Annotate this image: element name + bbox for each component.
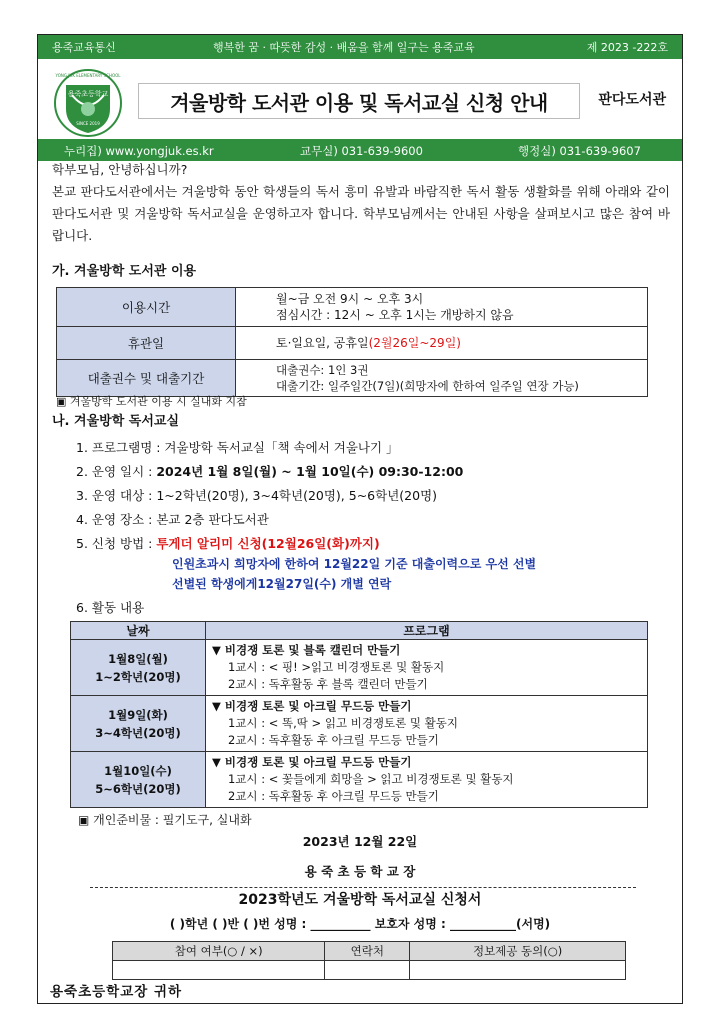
table-row (57, 288, 648, 327)
library-info-table (56, 287, 648, 397)
cut-line (90, 887, 636, 888)
top-bar (38, 35, 682, 59)
program-cell: ▼ 비경쟁 토론 및 아크릴 무드등 만들기 1교시 : < 꽃들에게 희망을 > 읽고 비경쟁토론 및 활동지 2교시 : 독후활동 후 아크릴 무드등 만들기 (206, 752, 648, 808)
department: 판다도서관 (598, 92, 666, 108)
date-cell: 1월10일(수) 5~6학년(20명) (71, 752, 206, 808)
school-logo-icon (52, 65, 124, 137)
phone-field[interactable] (325, 961, 410, 980)
logo-text-bottom: SINCE 2019 (76, 121, 100, 126)
col-participation: 참여 여부(○ / ×) (113, 942, 325, 961)
col-program: 프로그램 (206, 622, 648, 640)
date-cell: 1월9일(화) 3~4학년(20명) (71, 696, 206, 752)
selection-note: 인원초과시 희망자에 한하여 12월22일 기준 대출이력으로 우선 선별 (172, 557, 537, 571)
row-label: 대출권수 및 대출기간 (57, 360, 236, 397)
website: 누리집) www.yongjuk.es.kr (64, 144, 214, 158)
program-cell: ▼ 비경쟁 토론 및 아크릴 무드등 만들기 1교시 : < 똑,딱 > 읽고 비경쟁토론 및 활동지 2교시 : 독후활동 후 아크릴 무드등 만들기 (206, 696, 648, 752)
date-cell: 1월8일(월) 1~2학년(20명) (71, 640, 206, 696)
col-phone: 연락처 (325, 942, 410, 961)
office-phone: 교무실) 031-639-9600 (300, 144, 423, 158)
row-value: 대출기간: 일주일간(7일)(희망자에 한하여 일주일 연장 가능) (276, 379, 579, 393)
col-consent: 정보제공 동의(○) (410, 942, 626, 961)
application-form-table (112, 941, 626, 980)
table-header-row (113, 942, 626, 961)
table-row (71, 696, 648, 752)
table-header-row (71, 622, 648, 640)
row-value: 토·일요일, 공휴일 (276, 336, 369, 350)
issue-number: 제 2023 -222호 (586, 41, 668, 54)
intro-paragraph: 본교 판다도서관에서는 겨울방학 동안 학생들의 독서 흥미 유발과 바람직한 독서 활동 생활화를 위해 아래와 같이 판다도서관 및 겨울방학 독서교실을 운영하고자 합니다. 학부모님께서는 안내된 사항을 살펴보시고 많은 참여 바랍니다. (52, 184, 670, 243)
program-apply: 5. 신청 방법 : 투게더 알리미 신청(12월26일(화)까지) (76, 536, 380, 551)
contact-note: 선별된 학생에게12월27일(수) 개별 연락 (172, 577, 392, 591)
slipper-note: ▣ 겨울방학 도서관 이용 시 실내화 지참 (56, 395, 247, 408)
table-row (113, 961, 626, 980)
table-row (57, 327, 648, 360)
logo-text-center: 용죽초등학교 (67, 90, 109, 98)
program-date: 2. 운영 일시 : 2024년 1월 8일(월) ~ 1월 10일(수) 09:30-12:00 (76, 464, 464, 479)
row-value: 점심시간 : 12시 ~ 오후 1시는 개방하지 않음 (276, 308, 514, 322)
motto: 행복한 꿈 · 따뜻한 감성 · 배움을 함께 일구는 용죽교육 (213, 41, 475, 54)
participation-field[interactable] (113, 961, 325, 980)
supplies-note: ▣ 개인준비물 : 필기도구, 실내화 (78, 813, 252, 827)
contact-bar (38, 139, 682, 161)
issue-date: 2023년 12월 22일 (302, 834, 418, 849)
closing: 용죽초등학교장 귀하 (50, 984, 183, 1000)
header (38, 59, 682, 139)
activity-heading: 6. 활동 내용 (76, 600, 145, 615)
row-label: 휴관일 (57, 327, 236, 360)
col-date: 날짜 (71, 622, 206, 640)
section-b-heading: 나. 겨울방학 독서교실 (52, 414, 180, 429)
row-value: 대출권수: 1인 3권 (276, 363, 369, 377)
section-a-heading: 가. 겨울방학 도서관 이용 (52, 264, 197, 279)
table-row (71, 640, 648, 696)
activity-table (70, 621, 648, 808)
form-student-line[interactable]: ( )학년 ( )반 ( )번 성명 : __________ 보호자 성명 : ___________(서명) (169, 917, 551, 931)
row-value: 월~금 오전 9시 ~ 오후 3시 (276, 292, 424, 306)
notice-page (37, 34, 683, 1004)
program-place: 4. 운영 장소 : 본교 2층 판다도서관 (76, 512, 269, 527)
consent-field[interactable] (410, 961, 626, 980)
document-title: 겨울방학 도서관 이용 및 독서교실 신청 안내 (138, 83, 580, 119)
program-target: 3. 운영 대상 : 1~2학년(20명), 3~4학년(20명), 5~6학년(20명) (76, 488, 438, 503)
form-title: 2023학년도 겨울방학 독서교실 신청서 (238, 892, 482, 908)
newsletter-name: 용죽교육통신 (52, 41, 116, 54)
logo-text-top: YONG JUK ELEMENTARY SCHOOL (55, 73, 121, 78)
program-name: 1. 프로그램명 : 겨울방학 독서교실「책 속에서 겨울나기 」 (76, 440, 399, 455)
greeting: 학부모님, 안녕하십니까? (52, 162, 188, 177)
admin-phone: 행정실) 031-639-9607 (518, 144, 641, 158)
row-label: 이용시간 (57, 288, 236, 327)
program-cell: ▼ 비경쟁 토론 및 블록 캘린더 만들기 1교시 : < 핑! >읽고 비경쟁토론 및 활동지 2교시 : 독후활동 후 블록 캘린더 만들기 (206, 640, 648, 696)
school-principal: 용 죽 초 등 학 교 장 (304, 864, 416, 879)
closed-dates: (2월26일~29일) (368, 336, 461, 350)
table-row (71, 752, 648, 808)
